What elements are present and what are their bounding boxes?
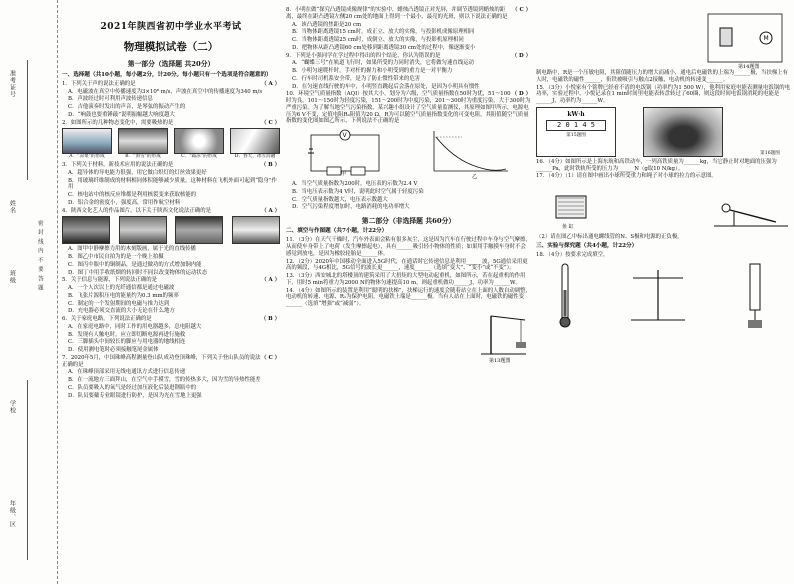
column-2: [286, 6, 531, 580]
question-text: C．空气质量指数越大，电压表示数越大: [292, 196, 388, 203]
question-text: 9．下列是小强同学在学过程中得出的四个结论，你认为错误的是: [286, 52, 441, 59]
binding-margin: [0, 0, 58, 584]
question-text: 6．关于家庭电路，下列说法正确的是: [62, 316, 152, 323]
question-line: [62, 254, 280, 261]
figure-row-q4: [62, 216, 280, 244]
question-line: [286, 189, 531, 196]
seal-notice: 密 封 线 内 不 要 答 题: [36, 220, 43, 292]
question-text: 5．关于信息与能源，下列说法正确的是: [62, 277, 158, 284]
question-line: [286, 45, 531, 52]
question-text: D．充电器必须交直流的大小无论在什么地方: [68, 308, 175, 315]
class-label: 班级: [8, 270, 16, 284]
exam-title: 2021年陕西省初中学业水平考试: [100, 22, 242, 32]
answer-mark: （ C ）: [261, 354, 280, 361]
answer-mark: （ C ）: [261, 119, 280, 126]
question-line: [62, 285, 280, 292]
question-line: [62, 385, 280, 392]
fig13-caption: 第13题图: [489, 357, 511, 364]
question-text: D．“响鼓也要重锤敲”说明振幅越大响度越大: [68, 111, 175, 118]
question-text: 1．下列关于声的说法正确的是: [62, 80, 136, 87]
question-line: [62, 192, 280, 199]
photo-snow: [118, 128, 168, 154]
question-line: [62, 332, 280, 339]
question-line: [286, 91, 531, 125]
fig-caption: A．“凉菜”的形成: [69, 154, 105, 160]
tank-label: 鱼 缸: [562, 224, 574, 230]
question-text: 7．2020年5月，中国珠峰高程测量登山队成功登顶珠峰，下列关于登山队员的说法正确的是: [62, 354, 261, 368]
question-text: 16．（4分）如图所示是上海东航和高铁动车，一列高铁质量为______kg，当它静止时对地面的压强为______Pa，此时铁轨所受的压力为______N（g取10 N/kg）。: [536, 158, 777, 172]
magnet-field-diagram: [536, 182, 606, 232]
spring-scale-figure: [720, 260, 790, 330]
photo-woodcut: [62, 216, 110, 244]
answer-mark: （ A ）: [261, 80, 280, 87]
question-text: C．行车时司机系安全带，是为了防止惯性带来的危害: [292, 75, 421, 82]
question-text: C．当物体距离透镜25 cm时，成倒立、放大的实像，与投影机原理相同: [292, 37, 464, 43]
fig15-caption: 第15题图: [566, 133, 586, 138]
question-line: [286, 29, 531, 36]
photo-dew: [62, 128, 112, 154]
column-1: [62, 6, 280, 580]
question-text: D．在匀速直线行驶的车中，小明竖直跳起后会落在原处，是因为小明具有惯性: [292, 83, 480, 90]
question-line: [62, 324, 280, 331]
part-one-heading: 第一部分（选择题 共20分）: [127, 60, 215, 69]
figure-row-q18: [536, 260, 790, 330]
balance-figure: [623, 260, 693, 330]
fig14-caption: 第14题图: [738, 64, 760, 70]
question-line: [286, 7, 531, 21]
question-text: B．用玻璃纤维制成的材料相同体积能够减少质量，这种材料在飞机外面可起到“隐身”作用: [68, 177, 277, 191]
binding-line: [27, 380, 28, 560]
section-two-heading: 二、填空与作图题（共7小题，计22分）: [286, 228, 388, 235]
answer-mark: （ A ）: [261, 207, 280, 214]
grade-label: 年级、区: [8, 500, 16, 528]
question-line: [62, 178, 280, 192]
figure-row-q13: [286, 310, 531, 364]
question-line: [286, 76, 531, 83]
answer-mark: （ A ）: [261, 277, 280, 284]
meter-reading: 2 0 1 4 5: [546, 120, 606, 131]
question-text: C．制定的一个发射期间的电磁与推力达到: [68, 300, 170, 307]
question-line: [62, 89, 280, 96]
question-line: [286, 84, 531, 91]
question-text: D．把物体从距凸透镜60 cm处移到距离透镜30 cm处的过程中，像逐渐变小: [292, 44, 476, 51]
question-line: [62, 355, 280, 369]
name-label: 姓名: [8, 200, 16, 214]
question-text: 18．（4分）按要求完成填空。: [536, 251, 609, 258]
question-line: [62, 277, 280, 284]
question-line: 11．（3分）在天气干燥时，汽车外表面会粘有很多灰尘，这是因为汽车在行驶过程中车身与空气摩擦，从而使车身带上了电荷（发生摩擦起电），具有______吸引轻小物体的性质；如果用手触摸车身时不会感觉到放电，是因为橡胶轮胎是______体。: [286, 237, 531, 257]
question-text: A．电磁波在真空中传播速度为3×10⁸ m/s，声波在真空中的传播速度为340 m/s: [68, 88, 263, 95]
part-two-heading: 第二部分（非选择题 共60分）: [361, 217, 456, 225]
question-text: C．核电站中的核反应堆都是利用核裂变来获取核能的: [68, 192, 197, 199]
answer-mark: （ D ）: [511, 52, 531, 59]
question-line: 14．（4分）如图所示的装置是利用“聪明的扶梯”，扶梯运行的速度会随着站立在上面的人数自动调整，电动机的转速、电源、R₁为保护电阻，电磁铁上端是______极。当有人站在上面时，电磁铁的磁性变______（选填“增强”或“减弱”）。: [286, 287, 531, 308]
question-line: [62, 81, 280, 88]
photo-bronze: [175, 216, 223, 244]
thermometer-figure: [536, 260, 596, 330]
question-line: [62, 208, 280, 215]
circuit-diagram: [305, 127, 385, 177]
question-text: 3．下列关于材料，新技术应用的说法正确的是: [62, 162, 174, 169]
question-text: B．图乙中市民自拍为的是一个晚上拍摄: [68, 254, 164, 261]
question-line: [62, 393, 280, 400]
question-line: [62, 377, 280, 384]
question-line: [62, 104, 280, 111]
column-3: [536, 6, 790, 580]
question-line: [62, 369, 280, 376]
question-text: B．飞张片源积压电的能量约为0.3 mm的频率: [68, 292, 179, 299]
question-text: A．超导体的导电能力很强，用它做白炽灯的灯丝效果更好: [68, 169, 207, 176]
question-text: A．在家庭电路中，同时工作的用电器越多，总电阻越大: [68, 323, 202, 330]
question-line: [62, 347, 280, 354]
question-text: 8．小明在做“探究凸透镜成像规律”的实验中，蜡烛凸透镜正对光屏，并调节透镜到蜡烛的距离，最终在距凸透镜左侧20 cm处的地面上得到一个最小、最亮的光斑，则以下说法正确的是: [286, 7, 508, 20]
question-line: [286, 181, 531, 188]
question-text: B．当物体距离透镜15 cm时，成正立、放大的实像，与投影机成像原理相同: [292, 29, 475, 36]
figure-row-q10: [286, 127, 531, 179]
fig-caption: D．春天，冰雪消融: [234, 154, 276, 160]
question-line: [286, 60, 531, 67]
photo-frost: [174, 128, 224, 154]
question-line: [286, 53, 531, 60]
question-line: [286, 197, 531, 204]
figure-row-q15: [536, 107, 790, 157]
question-text: A．一个人次以上的光纤通信都是通过电磁波: [68, 285, 175, 292]
school-label: 学校: [8, 400, 16, 414]
question-text: D．使用测电笔时必须接触笔尾金属体: [68, 347, 159, 354]
question-text: B．在一流地方三面拜山，在空气中手摸雪，雪的传热多大，因为雪的导热性能差: [68, 377, 261, 384]
section-three-heading: 三、实验与探究题（共4小题，计22分）: [536, 242, 638, 249]
question-line: [286, 22, 531, 29]
escalator-circuit: [700, 8, 790, 68]
answer-mark: （ B ）: [260, 316, 280, 323]
exam-subtitle: 物理模拟试卷（二）: [123, 41, 219, 54]
question-text: 10．环境空气质量指数（AQI）按其大小，划分为六级，空气质量指数在50时为优，51～100时为良，101～150时为轻度污染，151～200时为中度污染，201～300时为重度污染，大于300时为严重污染。为了解当地空气污染指数，某兴趣小组设计了空气质量监测仪，其原理如图甲所示，电源电压为6 V不变，定值电阻R₀阻值为20 Ω，R为可以随空气质量指数变化的可变电阻，其阻值随空气质量指数的变化图如图乙所示，下列说法不正确的是: [286, 91, 531, 125]
fig-label-jia: 甲: [340, 171, 346, 177]
question-line: [62, 246, 280, 253]
question-line: [62, 112, 280, 119]
binding-line: [27, 60, 28, 180]
svg-text:V: V: [342, 132, 347, 139]
question-line: [62, 308, 280, 315]
photo-ice: [230, 128, 280, 154]
question-line: [62, 270, 280, 277]
question-line: [62, 262, 280, 269]
photo-lantern: [119, 216, 167, 244]
question-text: B．小明匀速爬杆时，手对杆的握力和小明受到的重力是一对平衡力: [292, 68, 453, 74]
question-line: [286, 68, 531, 75]
question-text: C．队员要吸入的氧气是经过加压液化后装进钢瓶中的: [68, 384, 197, 391]
question-text: A．当空气质量指数为200时，电压表的示数为2.4 V: [292, 181, 418, 187]
question-line: [62, 339, 280, 346]
question-text: B．声波经过时可利用声波传递信息: [68, 96, 153, 103]
question-line: [62, 301, 280, 308]
question-line: [62, 170, 280, 177]
question-text: B．发现有人触电时，应立即切断电源再进行施救: [68, 331, 186, 338]
figure-row-q14: [536, 8, 790, 68]
crane-diagram: [471, 310, 531, 364]
question-text: 制电路中，R是一个压敏电阻，其阻值随压力的增大而减小，通电后电磁铁的上端为______极，当扶梯上有人时，电磁铁的磁性______，衔铁被吸引与触点2接触，电动机的转速变______。: [536, 70, 789, 83]
question-line: [286, 204, 531, 211]
question-text: 15．（3分）小悦家有个铭牌已经看不清的电饭锅（功率约为1 500 W），他利用家庭电能表测量电饭锅的电功率，实验过程中，小悦记录在1 min时间里电能表转盘转过了60圈，则这段时间电饭锅消耗的电能是______J，功率约为______W。: [536, 84, 790, 104]
question-text: A．在珠峰顶部采用无线电通讯方式进行信息传递: [68, 369, 186, 376]
photo-fan: [232, 216, 280, 244]
question-line: 13．（3分）西安城北的塔楼顶的建筑采用了大扭矩的大型电动起重机，如图所示，若在起重机的作用下，用时5 min将重力为2000 N的物体匀速提高10 m，则起重机做功______J，功率为______W。: [286, 273, 526, 286]
aqi-resistance-graph: [422, 127, 512, 179]
fig-label-yi: 乙: [472, 174, 478, 180]
question-text: A．图甲中静摩擦力用的木刻版画，属于光的直线传播: [68, 246, 196, 253]
question-text: D．铝合金的密度小，强度高，常用作航空材料: [68, 199, 181, 206]
answer-mark: （ B ）: [260, 162, 280, 169]
question-text: C．三脚插头中间较长的脚应与用电器的地线相连: [68, 339, 186, 346]
question-text: D．队员要戴专业眼镜进行防护，是因为光在雪地上更强: [68, 392, 202, 399]
svg-text:M: M: [763, 35, 769, 42]
question-text: C．图丙中瓶中的铜制品，是通过做功的方式增加铜内能: [68, 261, 202, 268]
question-line: [62, 162, 280, 169]
meter-unit: kW·h: [567, 110, 585, 118]
photo-rice-cooker: [643, 107, 723, 157]
question-text: A．“蝴蝶三号”在轨道飞行时，如果所受的力同时消失，它将做匀速直线运动: [292, 60, 474, 67]
fig-caption: B．“滑雪”的形成: [125, 154, 161, 160]
question-line: [62, 96, 280, 103]
question-text: B．当电压表示数为4 V时，说明此时空气属于轻度污染: [292, 188, 424, 195]
question-line: [62, 293, 280, 300]
question-text: D．图丁中用手收纸烟的转回时不同以改变物体的运动状态: [68, 269, 208, 276]
answer-mark: （ C ）: [512, 7, 531, 13]
question-text: C．吉他演奏时发出的声音，是琴弦的振动产生的: [68, 104, 186, 111]
question-text: （2）请在图乙中标出通电螺线管的N、S极和电源的正负极。: [536, 234, 683, 240]
question-text: 17．（4分）（1）请在图中画出小球所受重力和绳子对小球的拉力的示意图。: [536, 173, 717, 180]
section-one-heading: 一、选择题（共10小题，每小题2分，计20分。每小题只有一个选项是符合题意的）: [62, 71, 272, 78]
question-text: A．该凸透镜的焦距是20 cm: [292, 21, 362, 28]
ticket-label: 准考证号: [8, 70, 16, 98]
pushup-diagram: [710, 182, 790, 232]
question-text: 2．如图所示的几种物态变化中，需要吸热的是: [62, 119, 174, 126]
figure-row-q2: [62, 128, 280, 160]
fig16-caption: 第16题图: [760, 151, 780, 157]
question-text: 4．陕西文化艺人的作品图片，以下关于陕西文化说法正确的是: [62, 207, 211, 214]
question-line: [62, 120, 280, 127]
figure-row-q17: [536, 182, 790, 232]
question-line: [286, 37, 531, 44]
question-line: [62, 200, 280, 207]
electric-meter: [536, 107, 616, 157]
question-line: [62, 316, 280, 323]
fig-caption: C．“霜冻”的形成: [181, 154, 217, 160]
question-line: 12．（2分）2020年中国移动全面进入5G时代，在通话时它传递信息是利用______波，5G通信采用更高的频段，与4G相比，5G信号的波长更______，速度______（选填“变大”、“变小”或“不变”）。: [286, 258, 528, 272]
answer-mark: （ D ）: [511, 91, 531, 98]
question-text: D．空气污染程度增加时，电路消耗的电功率增大: [292, 204, 410, 211]
